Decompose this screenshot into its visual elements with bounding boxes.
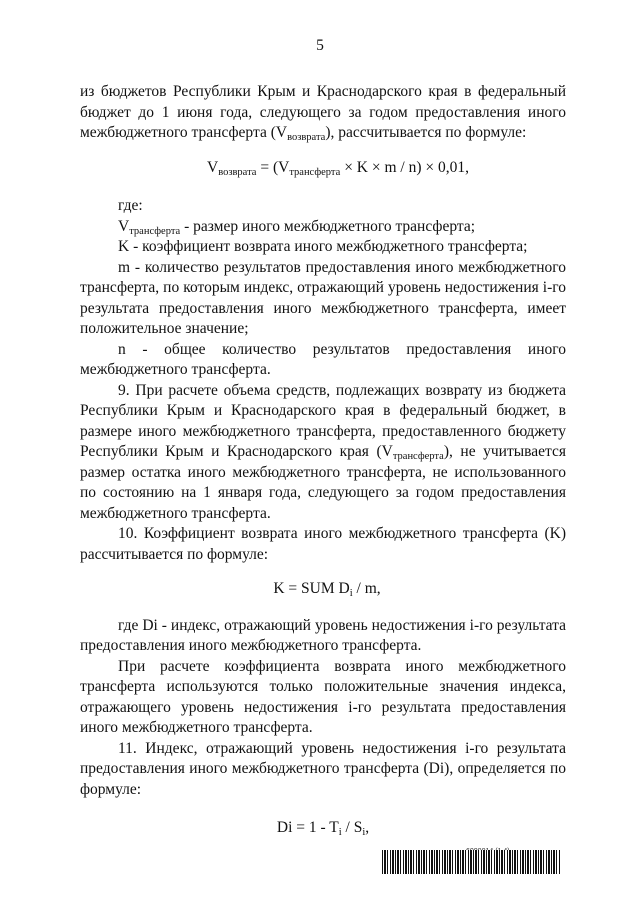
document-body xyxy=(80,82,566,853)
formula-coefficient: K = SUM $D_i$ / m, xyxy=(273,580,381,599)
page-number: 5 xyxy=(316,37,324,54)
barcode xyxy=(382,842,562,878)
definition-v-transfer: $V_{трансферта}$ - размер иного межбюджетного трансферта; xyxy=(118,217,476,237)
barcode-bars xyxy=(382,850,560,874)
paragraph-9: 9. При расчете объема средств, подлежащих возврату из бюджета Республики Крым и Краснодарского края в федеральный бюджет, в размере иного межбюджетного трансферта, предоставленного бюджету Республики Крым и Краснодарского края $(V_{трансферта})$, не учитывается размер остатка иного межбюджетного трансферта, не использованного по состоянию на 1 января года, следующего за годом предоставления межбюджетного трансферта. xyxy=(80,381,566,522)
where-label: где: xyxy=(118,197,143,214)
paragraph-intro: из бюджетов Республики Крым и Краснодарского края в федеральный бюджет до 1 июня года, следующего за годом предоставления иного межбюджетного трансферта $(V_{возврата})$, рассчитывается по формуле: xyxy=(80,83,566,143)
formula-index: $Di = 1 - T_i / S_i$, xyxy=(276,819,370,838)
definition-m: m - количество результатов предоставления иного межбюджетного трансферта, по которым индекс, отражающий уровень недостижения i-го результата предоставления иного межбюджетного трансферта, имеет положительное значение; xyxy=(80,258,566,337)
definition-di: где Di - индекс, отражающий уровень недостижения i-го результата предоставления иного межбюджетного трансферта. xyxy=(80,616,566,654)
definition-n: n - общее количество результатов предоставления иного межбюджетного трансферта. xyxy=(80,340,566,378)
paragraph-10: 10. Коэффициент возврата иного межбюджетного трансферта (K) рассчитывается по формуле: xyxy=(80,525,566,563)
paragraph-positive-values: При расчете коэффициента возврата иного межбюджетного трансферта используются только положительные значения индекса, отражающего уровень недостижения i-го результата предоставления иного межбюджетного трансферта. xyxy=(80,657,566,736)
definition-k: K - коэффициент возврата иного межбюджетного трансферта; xyxy=(118,238,528,255)
formula-refund: $V_{возврата} = (V_{трансферта} \times K \times m / n) \times 0,01$, xyxy=(206,158,470,178)
paragraph-11: 11. Индекс, отражающий уровень недостижения i-го результата предоставления иного межбюджетного трансферта (Di), определяется по формуле: xyxy=(80,739,566,798)
